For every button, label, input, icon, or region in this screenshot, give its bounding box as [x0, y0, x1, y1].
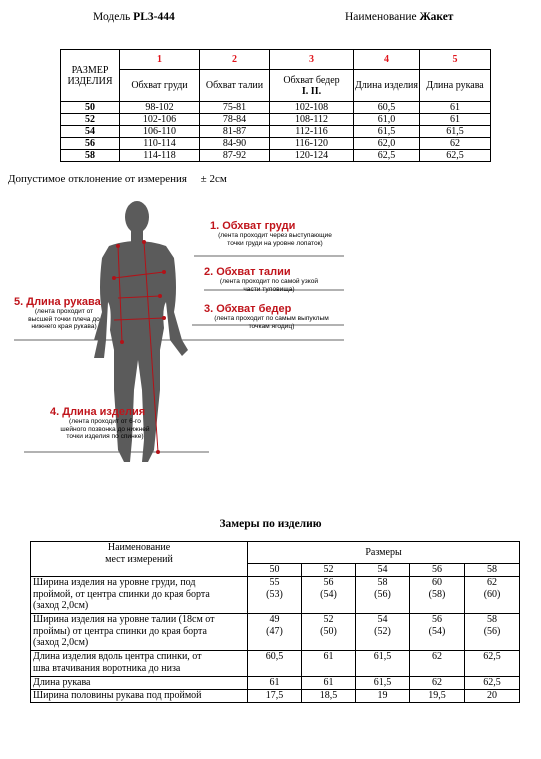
- row-name-a: Длина изделия вдоль центра спинки, от: [33, 651, 202, 662]
- row-name-a: Ширина изделия на уровне талии (18см от: [33, 614, 215, 625]
- name-header-cell: [31, 542, 248, 577]
- size-col-header: 50: [248, 564, 302, 577]
- cell-value: 56: [432, 614, 442, 625]
- cell-value: 49: [269, 614, 280, 625]
- cell: 84-90: [200, 138, 270, 150]
- cell: 61: [420, 102, 491, 114]
- row-size: 52: [61, 114, 120, 126]
- label-hips-desc-a: (лента проходит по самым выпуклым: [214, 315, 329, 322]
- cell-value-alt: (58): [428, 588, 446, 600]
- table-row: [61, 102, 491, 114]
- label-sleeve: [14, 296, 114, 331]
- cell: 60,5: [354, 102, 420, 114]
- row-name: Длина рукава: [31, 677, 248, 690]
- row-name: [31, 577, 248, 614]
- cell-value-alt: (56): [483, 625, 501, 637]
- row-size: 50: [61, 102, 120, 114]
- cell: 61,5: [356, 677, 410, 690]
- cell: [410, 614, 465, 651]
- size-chart-table: [60, 49, 491, 162]
- tolerance-text: Допустимое отклонение от измерения: [8, 173, 187, 185]
- col-number-1: 1: [120, 50, 200, 70]
- cell: [410, 577, 465, 614]
- cell: 18,5: [302, 690, 356, 703]
- cell: 62,5: [465, 677, 520, 690]
- row-size: 54: [61, 126, 120, 138]
- cell: 78-84: [200, 114, 270, 126]
- label-hips-title: 3. Обхват бедер: [204, 303, 292, 315]
- size-header-cell: [61, 50, 120, 102]
- cell: [302, 614, 356, 651]
- size-col-header: 56: [410, 564, 465, 577]
- cell-value: 52: [323, 614, 334, 625]
- row-name: [31, 614, 248, 651]
- row-name-a: Ширина изделия на уровне груди, под: [33, 577, 196, 588]
- label-chest-desc-a: (лента проходит через выступающие: [218, 232, 332, 239]
- cell: 114-118: [120, 150, 200, 162]
- cell: 87-92: [200, 150, 270, 162]
- col-sublabel-3: I. II.: [301, 85, 322, 97]
- col-number-3: 3: [270, 50, 354, 70]
- table-row: [61, 138, 491, 150]
- cell: 61,0: [354, 114, 420, 126]
- col-label-3-text: Обхват бедер: [283, 74, 340, 86]
- label-length-title: 4. Длина изделия: [50, 406, 146, 418]
- row-name-b: шва втачивания воротника до низа: [33, 662, 181, 674]
- label-sleeve-desc-c: нижнего края рукава): [31, 323, 97, 330]
- label-waist-desc-a: (лента проходит по самой узкой: [219, 278, 319, 285]
- table-row: [31, 690, 520, 703]
- cell-value: 60: [432, 577, 442, 588]
- cell: [465, 577, 520, 614]
- cell: 61,5: [354, 126, 420, 138]
- row-size: 56: [61, 138, 120, 150]
- col-label-3: [270, 70, 354, 102]
- measurements-table: [30, 541, 520, 703]
- tolerance-line: [8, 173, 227, 185]
- cell-value: 58: [487, 614, 498, 625]
- cell: 62,5: [420, 150, 491, 162]
- table-row: [31, 614, 520, 651]
- name-line: [345, 11, 453, 23]
- table-row: [61, 114, 491, 126]
- measurement-figure: [14, 190, 344, 495]
- label-chest-title: 1. Обхват груди: [210, 220, 296, 232]
- cell-value-alt: (60): [483, 588, 501, 600]
- row-name: [31, 651, 248, 677]
- col-number-4: 4: [354, 50, 420, 70]
- tolerance-value: ± 2см: [200, 173, 227, 185]
- col-label-1: Обхват груди: [120, 70, 200, 102]
- sizes-header: Размеры: [248, 542, 520, 564]
- cell: [302, 577, 356, 614]
- table-row: [31, 677, 520, 690]
- cell-value: 54: [377, 614, 388, 625]
- label-length-desc-b: шейного позвонка до нижней: [60, 425, 150, 433]
- label-chest: [210, 220, 340, 247]
- model-value: PL3-444: [133, 11, 175, 23]
- table-row: [31, 651, 520, 677]
- label-chest-desc-b: точки груди на уровне лопаток): [227, 239, 323, 247]
- label-length-desc-a: (лента проходит от 6-го: [69, 418, 141, 425]
- label-waist-desc-b: части туловища): [243, 285, 295, 293]
- cell: 61,5: [420, 126, 491, 138]
- cell: 75-81: [200, 102, 270, 114]
- cell: 62,5: [465, 651, 520, 677]
- cell: 61,5: [356, 651, 410, 677]
- measurements-title: Замеры по изделию: [219, 518, 322, 530]
- cell: 19: [356, 690, 410, 703]
- size-col-header: 54: [356, 564, 410, 577]
- cell: 17,5: [248, 690, 302, 703]
- cell: [356, 577, 410, 614]
- cell: 62: [410, 677, 465, 690]
- cell-value-alt: (50): [320, 625, 337, 637]
- cell-value-alt: (54): [320, 588, 337, 600]
- row-name-c: (заход 2,0см): [33, 600, 89, 611]
- col-label-5: Длина рукава: [420, 70, 491, 102]
- table-row: [61, 126, 491, 138]
- cell: 61: [248, 677, 302, 690]
- size-header: РАЗМЕР ИЗДЕЛИЯ: [67, 64, 113, 87]
- label-sleeve-title: 5. Длина рукава: [14, 296, 101, 308]
- cell-value-alt: (54): [428, 625, 446, 637]
- cell-value: 58: [377, 577, 388, 588]
- cell: 20: [465, 690, 520, 703]
- cell: 61: [420, 114, 491, 126]
- label-waist: [204, 266, 334, 293]
- cell: 106-110: [120, 126, 200, 138]
- col-label-4: Длина изделия: [354, 70, 420, 102]
- label-hips-desc-b: точкам ягодиц): [248, 322, 295, 330]
- row-name-b: проймы) от центра спинки до края борта: [33, 625, 207, 637]
- name-label: Наименование: [345, 11, 417, 23]
- label-waist-title: 2. Обхват талии: [204, 266, 291, 278]
- cell-value-alt: (56): [374, 588, 391, 600]
- cell-value: 55: [269, 577, 280, 588]
- cell: 60,5: [248, 651, 302, 677]
- cell: [248, 577, 302, 614]
- col-number-2: 2: [200, 50, 270, 70]
- label-hips: [204, 303, 339, 330]
- cell: 62,0: [354, 138, 420, 150]
- cell: 81-87: [200, 126, 270, 138]
- cell: 110-114: [120, 138, 200, 150]
- cell: 62,5: [354, 150, 420, 162]
- table-row: [31, 577, 520, 614]
- cell: [465, 614, 520, 651]
- row-name: Ширина половины рукава под проймой: [31, 690, 248, 703]
- cell: 120-124: [270, 150, 354, 162]
- row-name-c: (заход 2,0см): [33, 637, 89, 648]
- cell: 61: [302, 677, 356, 690]
- col-number-5: 5: [420, 50, 491, 70]
- cell: 112-116: [270, 126, 354, 138]
- row-size: 58: [61, 150, 120, 162]
- cell-value-alt: (52): [374, 625, 391, 637]
- row-name-b: проймой, от центра спинки до края борта: [33, 588, 210, 600]
- model-label: Модель: [93, 11, 131, 23]
- table-row: [61, 150, 491, 162]
- cell: 108-112: [270, 114, 354, 126]
- cell-value: 56: [323, 577, 334, 588]
- name-value: Жакет: [419, 11, 454, 23]
- cell: 102-106: [120, 114, 200, 126]
- cell-value: 62: [487, 577, 498, 588]
- size-col-header: 58: [465, 564, 520, 577]
- cell: [356, 614, 410, 651]
- label-sleeve-desc-b: высшей точки плеча до: [28, 315, 100, 323]
- cell: 19,5: [410, 690, 465, 703]
- label-length-desc-c: точки изделия по спинке): [66, 433, 144, 440]
- cell: 102-108: [270, 102, 354, 114]
- cell: 61: [302, 651, 356, 677]
- model-line: [93, 11, 175, 23]
- cell-value-alt: (53): [266, 588, 283, 600]
- col-label-2: Обхват талии: [200, 70, 270, 102]
- size-col-header: 52: [302, 564, 356, 577]
- cell: 98-102: [120, 102, 200, 114]
- cell: 62: [410, 651, 465, 677]
- cell: 62: [420, 138, 491, 150]
- cell-value-alt: (47): [266, 625, 283, 637]
- name-header-b: мест измерений: [105, 553, 173, 565]
- cell: [248, 614, 302, 651]
- label-length: [50, 406, 160, 441]
- cell: 116-120: [270, 138, 354, 150]
- name-header-a: Наименование: [107, 542, 171, 553]
- label-sleeve-desc-a: (лента проходит от: [34, 308, 94, 315]
